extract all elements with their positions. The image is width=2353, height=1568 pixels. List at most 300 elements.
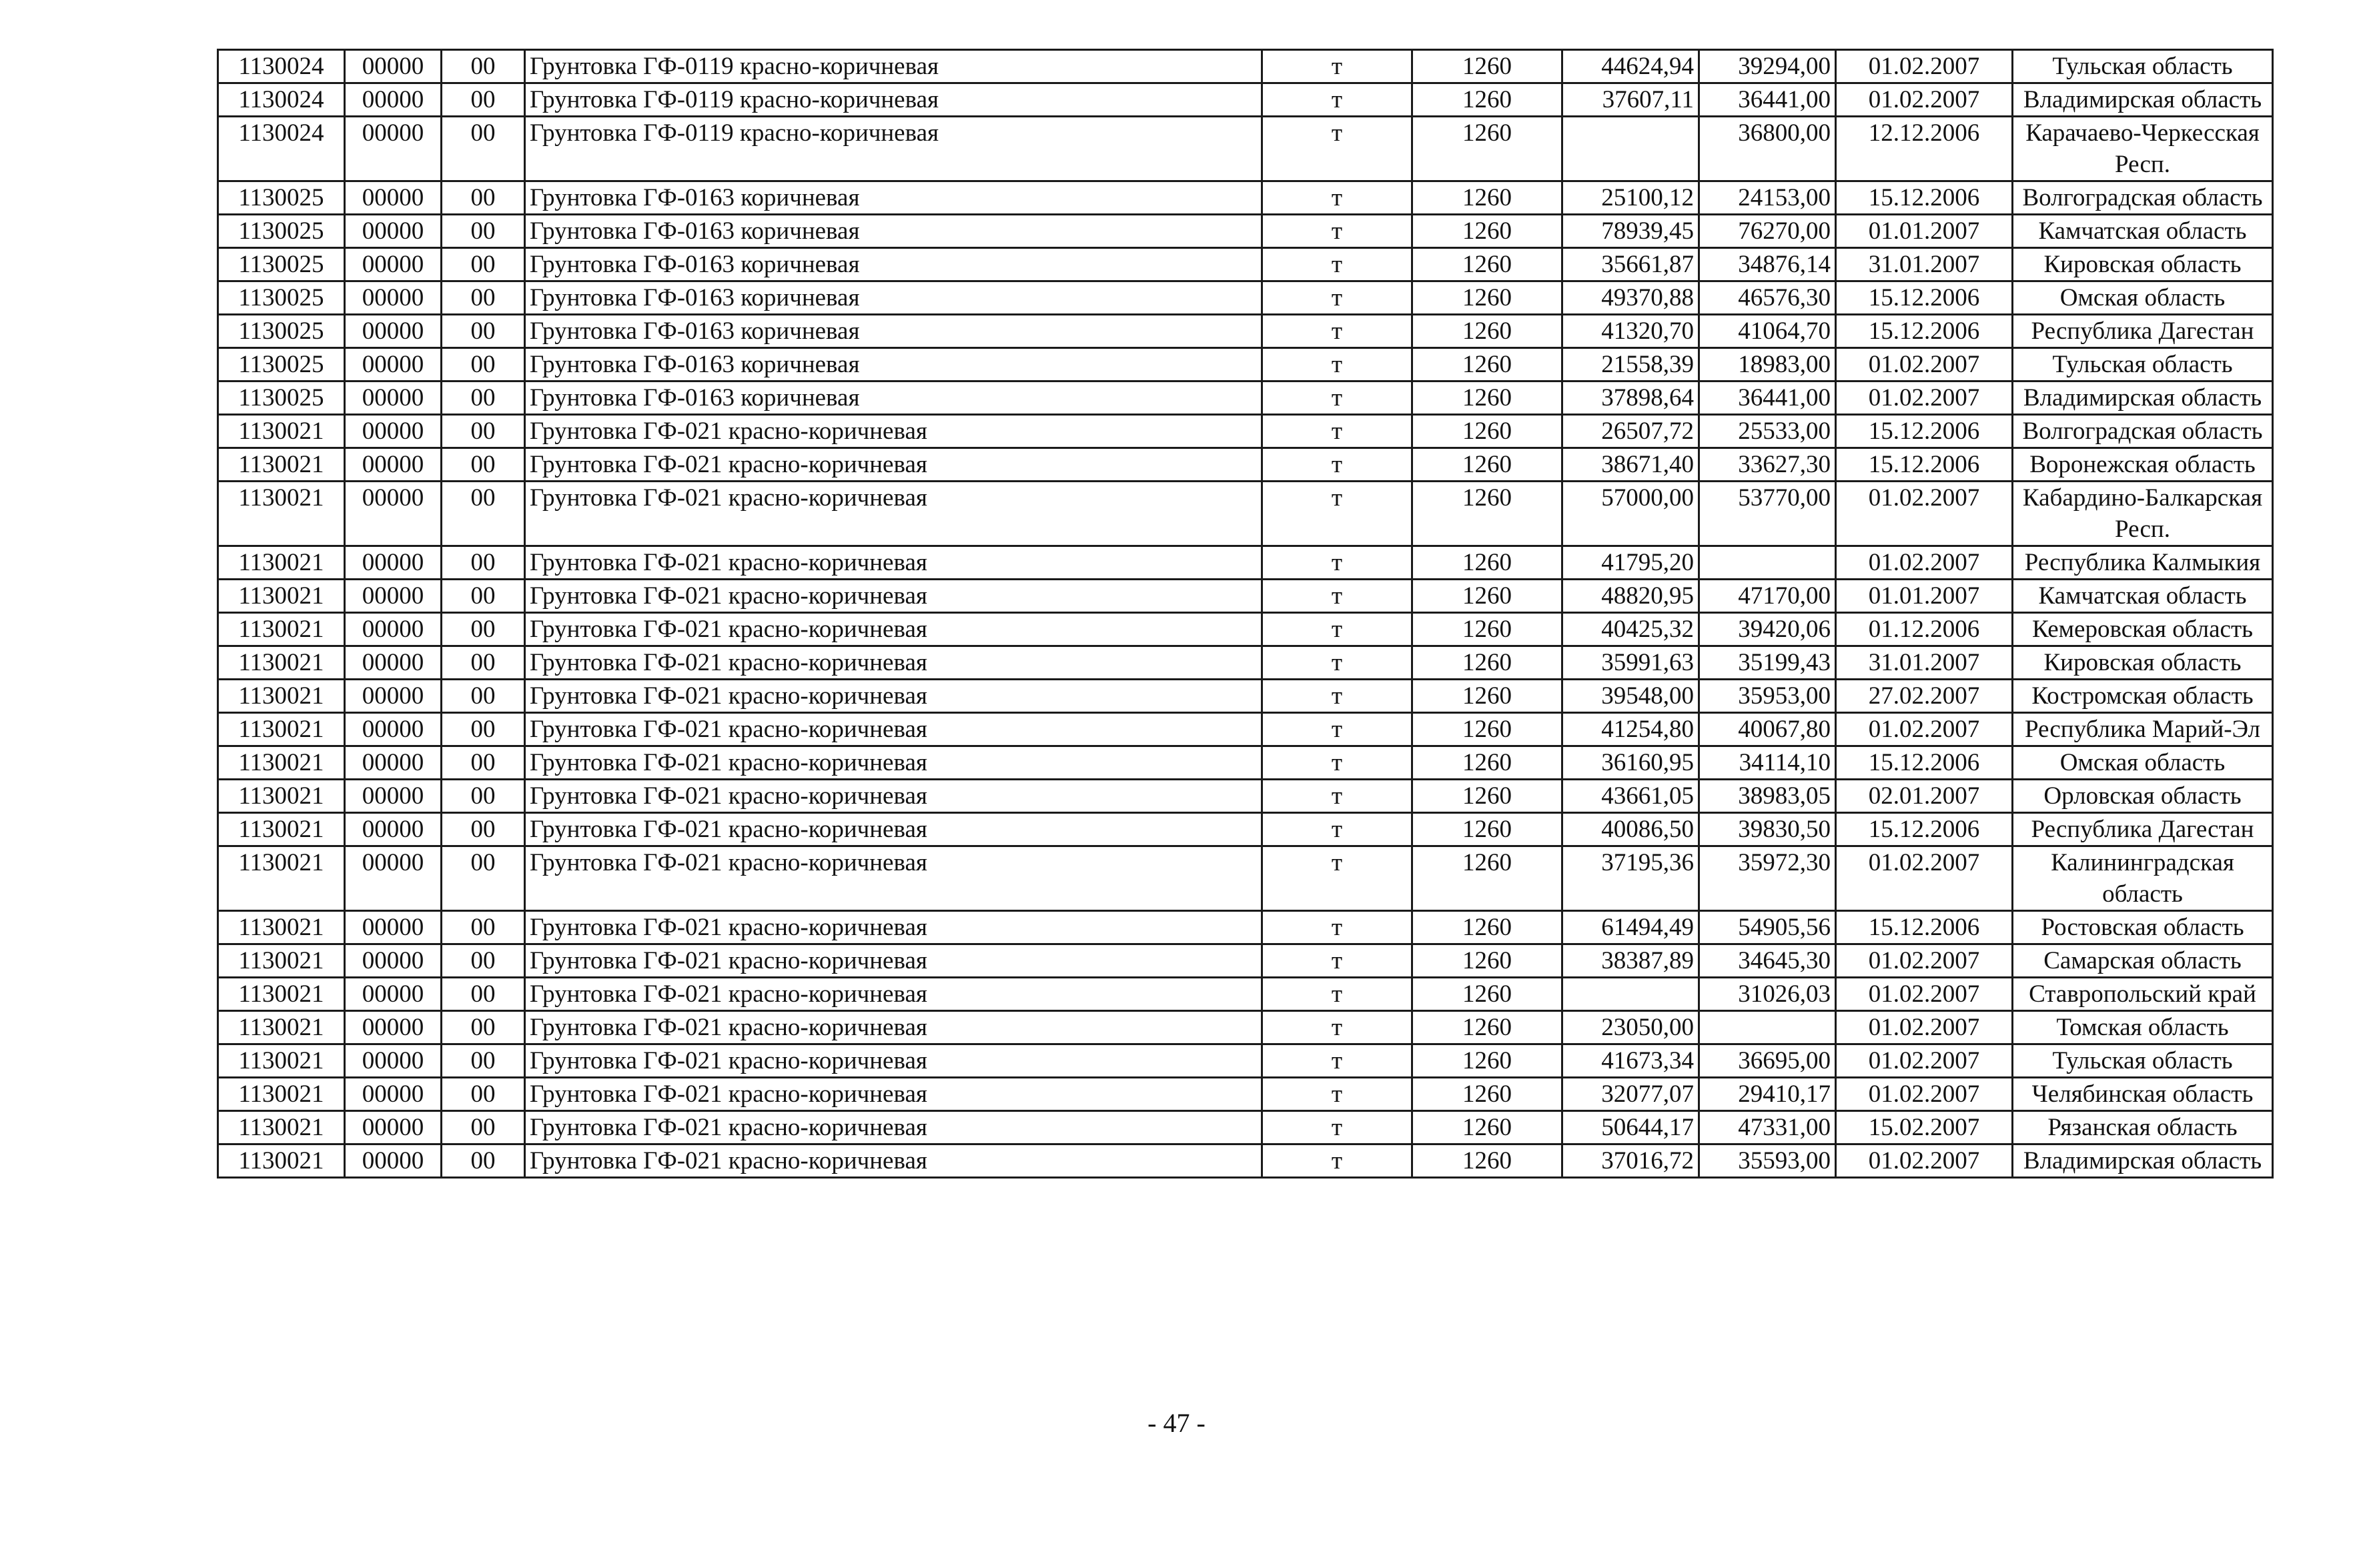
table-row [218,680,2273,713]
unit-code-cell: 1260 [1412,1144,1562,1178]
subcode-cell: 00000 [345,83,442,117]
product-name-cell: Грунтовка ГФ-0163 коричневая [525,315,1262,348]
unit-code-cell: 1260 [1412,1078,1562,1111]
item-code-cell: 1130024 [218,117,345,181]
unit-code-cell: 1260 [1412,846,1562,911]
unit-code-cell: 1260 [1412,117,1562,181]
item-code-cell: 1130021 [218,846,345,911]
table-row [218,580,2273,613]
region-cell: Омская область [2013,746,2273,780]
date-cell: 01.12.2006 [1836,613,2013,646]
subcode-cell: 00000 [345,1044,442,1078]
unit-cell: т [1262,181,1412,215]
item-code-cell: 1130025 [218,348,345,381]
item-code-cell: 1130021 [218,646,345,680]
price-1-cell: 39548,00 [1562,680,1699,713]
date-cell: 01.02.2007 [1836,1044,2013,1078]
group-code-cell: 00 [442,281,525,315]
unit-cell: т [1262,580,1412,613]
product-name-cell: Грунтовка ГФ-021 красно-коричневая [525,713,1262,746]
group-code-cell: 00 [442,713,525,746]
region-cell: Томская область [2013,1011,2273,1044]
subcode-cell: 00000 [345,1144,442,1178]
item-code-cell: 1130025 [218,181,345,215]
region-cell: Тульская область [2013,1044,2273,1078]
unit-cell: т [1262,415,1412,448]
product-name-cell: Грунтовка ГФ-021 красно-коричневая [525,1011,1262,1044]
price-2-cell: 38983,05 [1699,780,1836,813]
price-1-cell [1562,978,1699,1011]
unit-cell: т [1262,248,1412,281]
date-cell: 15.12.2006 [1836,181,2013,215]
region-cell: Кировская область [2013,248,2273,281]
product-name-cell: Грунтовка ГФ-021 красно-коричневая [525,482,1262,546]
item-code-cell: 1130021 [218,613,345,646]
subcode-cell: 00000 [345,978,442,1011]
unit-cell: т [1262,83,1412,117]
price-1-cell: 25100,12 [1562,181,1699,215]
product-name-cell: Грунтовка ГФ-0119 красно-коричневая [525,83,1262,117]
date-cell: 01.01.2007 [1836,215,2013,248]
group-code-cell: 00 [442,83,525,117]
product-name-cell: Грунтовка ГФ-0163 коричневая [525,181,1262,215]
price-1-cell: 48820,95 [1562,580,1699,613]
product-name-cell: Грунтовка ГФ-021 красно-коричневая [525,1111,1262,1144]
subcode-cell: 00000 [345,713,442,746]
unit-code-cell: 1260 [1412,415,1562,448]
unit-code-cell: 1260 [1412,780,1562,813]
table-row [218,415,2273,448]
unit-cell: т [1262,348,1412,381]
item-code-cell: 1130025 [218,248,345,281]
item-code-cell: 1130021 [218,415,345,448]
date-cell: 15.12.2006 [1836,746,2013,780]
product-name-cell: Грунтовка ГФ-021 красно-коричневая [525,546,1262,580]
item-code-cell: 1130021 [218,780,345,813]
table-row [218,1144,2273,1178]
price-1-cell [1562,117,1699,181]
table-row [218,713,2273,746]
price-2-cell: 18983,00 [1699,348,1836,381]
unit-cell: т [1262,646,1412,680]
unit-code-cell: 1260 [1412,646,1562,680]
group-code-cell: 00 [442,381,525,415]
price-2-cell: 34645,30 [1699,944,1836,978]
region-cell: Омская область [2013,281,2273,315]
unit-code-cell: 1260 [1412,978,1562,1011]
table-row [218,613,2273,646]
region-cell: Ростовская область [2013,911,2273,944]
date-cell: 01.02.2007 [1836,348,2013,381]
group-code-cell: 00 [442,248,525,281]
region-cell: Орловская область [2013,780,2273,813]
unit-cell: т [1262,117,1412,181]
product-name-cell: Грунтовка ГФ-021 красно-коричневая [525,846,1262,911]
price-1-cell: 37898,64 [1562,381,1699,415]
price-1-cell: 41673,34 [1562,1044,1699,1078]
unit-cell: т [1262,281,1412,315]
table-row [218,1078,2273,1111]
price-1-cell: 23050,00 [1562,1011,1699,1044]
item-code-cell: 1130021 [218,713,345,746]
table-row [218,117,2273,181]
price-1-cell: 57000,00 [1562,482,1699,546]
group-code-cell: 00 [442,846,525,911]
table-row [218,50,2273,83]
region-cell: Тульская область [2013,50,2273,83]
price-2-cell: 36800,00 [1699,117,1836,181]
date-cell: 15.12.2006 [1836,911,2013,944]
table-row [218,281,2273,315]
unit-cell: т [1262,613,1412,646]
date-cell: 15.12.2006 [1836,448,2013,482]
item-code-cell: 1130021 [218,1078,345,1111]
unit-code-cell: 1260 [1412,546,1562,580]
group-code-cell: 00 [442,315,525,348]
date-cell: 15.12.2006 [1836,281,2013,315]
item-code-cell: 1130021 [218,911,345,944]
product-name-cell: Грунтовка ГФ-0119 красно-коричневая [525,117,1262,181]
unit-code-cell: 1260 [1412,746,1562,780]
date-cell: 01.02.2007 [1836,546,2013,580]
unit-cell: т [1262,813,1412,846]
product-name-cell: Грунтовка ГФ-021 красно-коричневая [525,1144,1262,1178]
product-name-cell: Грунтовка ГФ-0163 коричневая [525,248,1262,281]
group-code-cell: 00 [442,50,525,83]
item-code-cell: 1130024 [218,83,345,117]
region-cell: Челябинская область [2013,1078,2273,1111]
group-code-cell: 00 [442,978,525,1011]
subcode-cell: 00000 [345,215,442,248]
product-name-cell: Грунтовка ГФ-021 красно-коричневая [525,415,1262,448]
table-body [218,50,2273,1178]
product-name-cell: Грунтовка ГФ-021 красно-коричневая [525,978,1262,1011]
subcode-cell: 00000 [345,348,442,381]
region-cell: Республика Дагестан [2013,813,2273,846]
date-cell: 01.02.2007 [1836,482,2013,546]
group-code-cell: 00 [442,448,525,482]
item-code-cell: 1130021 [218,580,345,613]
group-code-cell: 00 [442,546,525,580]
group-code-cell: 00 [442,911,525,944]
date-cell: 12.12.2006 [1836,117,2013,181]
unit-cell: т [1262,978,1412,1011]
price-2-cell: 39420,06 [1699,613,1836,646]
table-row [218,381,2273,415]
group-code-cell: 00 [442,215,525,248]
unit-cell: т [1262,846,1412,911]
unit-code-cell: 1260 [1412,348,1562,381]
group-code-cell: 00 [442,117,525,181]
date-cell: 01.01.2007 [1836,580,2013,613]
subcode-cell: 00000 [345,680,442,713]
price-1-cell: 21558,39 [1562,348,1699,381]
product-name-cell: Грунтовка ГФ-0163 коричневая [525,281,1262,315]
subcode-cell: 00000 [345,613,442,646]
price-2-cell: 35972,30 [1699,846,1836,911]
unit-code-cell: 1260 [1412,215,1562,248]
date-cell: 15.12.2006 [1836,813,2013,846]
unit-code-cell: 1260 [1412,482,1562,546]
subcode-cell: 00000 [345,580,442,613]
item-code-cell: 1130021 [218,746,345,780]
region-cell: Республика Марий-Эл [2013,713,2273,746]
item-code-cell: 1130021 [218,944,345,978]
unit-cell: т [1262,546,1412,580]
region-cell: Кемеровская область [2013,613,2273,646]
table-row [218,911,2273,944]
price-1-cell: 61494,49 [1562,911,1699,944]
subcode-cell: 00000 [345,381,442,415]
item-code-cell: 1130021 [218,1044,345,1078]
price-2-cell: 36441,00 [1699,381,1836,415]
region-cell: Самарская область [2013,944,2273,978]
subcode-cell: 00000 [345,248,442,281]
item-code-cell: 1130021 [218,1111,345,1144]
item-code-cell: 1130021 [218,813,345,846]
table-row [218,646,2273,680]
price-1-cell: 38671,40 [1562,448,1699,482]
price-2-cell: 40067,80 [1699,713,1836,746]
product-name-cell: Грунтовка ГФ-021 красно-коричневая [525,911,1262,944]
unit-code-cell: 1260 [1412,1011,1562,1044]
table-row [218,83,2273,117]
price-1-cell: 38387,89 [1562,944,1699,978]
region-cell: Рязанская область [2013,1111,2273,1144]
group-code-cell: 00 [442,613,525,646]
price-1-cell: 40086,50 [1562,813,1699,846]
group-code-cell: 00 [442,1144,525,1178]
unit-code-cell: 1260 [1412,680,1562,713]
product-name-cell: Грунтовка ГФ-021 красно-коричневая [525,1044,1262,1078]
unit-cell: т [1262,1044,1412,1078]
group-code-cell: 00 [442,580,525,613]
price-2-cell: 35953,00 [1699,680,1836,713]
table-row [218,315,2273,348]
subcode-cell: 00000 [345,813,442,846]
price-1-cell: 32077,07 [1562,1078,1699,1111]
table-row [218,546,2273,580]
product-name-cell: Грунтовка ГФ-021 красно-коричневая [525,813,1262,846]
unit-code-cell: 1260 [1412,580,1562,613]
item-code-cell: 1130021 [218,1144,345,1178]
item-code-cell: 1130021 [218,448,345,482]
price-2-cell: 41064,70 [1699,315,1836,348]
price-1-cell: 35991,63 [1562,646,1699,680]
price-2-cell: 36695,00 [1699,1044,1836,1078]
unit-code-cell: 1260 [1412,1111,1562,1144]
region-cell: Костромская область [2013,680,2273,713]
item-code-cell: 1130025 [218,381,345,415]
unit-cell: т [1262,381,1412,415]
unit-code-cell: 1260 [1412,944,1562,978]
date-cell: 01.02.2007 [1836,1144,2013,1178]
price-1-cell: 37195,36 [1562,846,1699,911]
region-cell: Владимирская область [2013,381,2273,415]
unit-cell: т [1262,50,1412,83]
date-cell: 01.02.2007 [1836,50,2013,83]
region-cell: Камчатская область [2013,215,2273,248]
item-code-cell: 1130024 [218,50,345,83]
item-code-cell: 1130021 [218,978,345,1011]
product-name-cell: Грунтовка ГФ-021 красно-коричневая [525,746,1262,780]
table-row [218,248,2273,281]
item-code-cell: 1130021 [218,482,345,546]
date-cell: 27.02.2007 [1836,680,2013,713]
subcode-cell: 00000 [345,944,442,978]
table-row [218,1111,2273,1144]
table-row [218,482,2273,546]
date-cell: 01.02.2007 [1836,944,2013,978]
product-name-cell: Грунтовка ГФ-0163 коричневая [525,348,1262,381]
unit-cell: т [1262,780,1412,813]
region-cell: Владимирская область [2013,83,2273,117]
item-code-cell: 1130025 [218,215,345,248]
date-cell: 01.02.2007 [1836,1078,2013,1111]
unit-code-cell: 1260 [1412,281,1562,315]
subcode-cell: 00000 [345,546,442,580]
price-2-cell [1699,1011,1836,1044]
group-code-cell: 00 [442,181,525,215]
unit-code-cell: 1260 [1412,713,1562,746]
subcode-cell: 00000 [345,415,442,448]
date-cell: 01.02.2007 [1836,381,2013,415]
unit-code-cell: 1260 [1412,181,1562,215]
price-2-cell: 34876,14 [1699,248,1836,281]
table-row [218,846,2273,911]
region-cell: Камчатская область [2013,580,2273,613]
price-1-cell: 41254,80 [1562,713,1699,746]
product-name-cell: Грунтовка ГФ-021 красно-коричневая [525,680,1262,713]
region-cell: Воронежская область [2013,448,2273,482]
group-code-cell: 00 [442,680,525,713]
table-row [218,1044,2273,1078]
price-2-cell: 25533,00 [1699,415,1836,448]
group-code-cell: 00 [442,415,525,448]
unit-cell: т [1262,944,1412,978]
subcode-cell: 00000 [345,846,442,911]
product-name-cell: Грунтовка ГФ-021 красно-коричневая [525,646,1262,680]
subcode-cell: 00000 [345,746,442,780]
date-cell: 01.02.2007 [1836,713,2013,746]
price-1-cell: 37607,11 [1562,83,1699,117]
price-1-cell: 26507,72 [1562,415,1699,448]
table-row [218,1011,2273,1044]
date-cell: 01.02.2007 [1836,1011,2013,1044]
product-name-cell: Грунтовка ГФ-021 красно-коричневая [525,580,1262,613]
region-cell: Волгоградская область [2013,181,2273,215]
price-1-cell: 78939,45 [1562,215,1699,248]
price-2-cell: 39294,00 [1699,50,1836,83]
price-2-cell: 36441,00 [1699,83,1836,117]
unit-cell: т [1262,1078,1412,1111]
price-2-cell: 47331,00 [1699,1111,1836,1144]
subcode-cell: 00000 [345,1111,442,1144]
subcode-cell: 00000 [345,1078,442,1111]
date-cell: 31.01.2007 [1836,646,2013,680]
price-2-cell: 29410,17 [1699,1078,1836,1111]
unit-code-cell: 1260 [1412,911,1562,944]
item-code-cell: 1130025 [218,315,345,348]
table-row [218,215,2273,248]
price-1-cell: 37016,72 [1562,1144,1699,1178]
price-1-cell: 50644,17 [1562,1111,1699,1144]
date-cell: 01.02.2007 [1836,846,2013,911]
subcode-cell: 00000 [345,315,442,348]
price-1-cell: 36160,95 [1562,746,1699,780]
group-code-cell: 00 [442,1011,525,1044]
region-cell: Волгоградская область [2013,415,2273,448]
subcode-cell: 00000 [345,911,442,944]
unit-cell: т [1262,746,1412,780]
price-2-cell: 34114,10 [1699,746,1836,780]
table-row [218,448,2273,482]
unit-code-cell: 1260 [1412,50,1562,83]
unit-code-cell: 1260 [1412,381,1562,415]
unit-code-cell: 1260 [1412,1044,1562,1078]
unit-cell: т [1262,680,1412,713]
unit-code-cell: 1260 [1412,248,1562,281]
subcode-cell: 00000 [345,482,442,546]
price-2-cell: 39830,50 [1699,813,1836,846]
region-cell: Республика Калмыкия [2013,546,2273,580]
subcode-cell: 00000 [345,281,442,315]
group-code-cell: 00 [442,746,525,780]
region-cell: Владимирская область [2013,1144,2273,1178]
price-table [217,49,2274,1179]
product-name-cell: Грунтовка ГФ-021 красно-коричневая [525,613,1262,646]
group-code-cell: 00 [442,646,525,680]
unit-cell: т [1262,215,1412,248]
subcode-cell: 00000 [345,780,442,813]
table-row [218,348,2273,381]
price-2-cell: 76270,00 [1699,215,1836,248]
date-cell: 15.12.2006 [1836,415,2013,448]
price-1-cell: 41795,20 [1562,546,1699,580]
region-cell: Ставропольский край [2013,978,2273,1011]
price-2-cell [1699,546,1836,580]
group-code-cell: 00 [442,1044,525,1078]
table-row [218,978,2273,1011]
price-sheet [217,49,2274,1179]
product-name-cell: Грунтовка ГФ-021 красно-коричневая [525,448,1262,482]
unit-cell: т [1262,315,1412,348]
price-2-cell: 47170,00 [1699,580,1836,613]
region-cell: Республика Дагестан [2013,315,2273,348]
unit-cell: т [1262,482,1412,546]
unit-cell: т [1262,713,1412,746]
unit-code-cell: 1260 [1412,315,1562,348]
date-cell: 01.02.2007 [1836,83,2013,117]
product-name-cell: Грунтовка ГФ-0119 красно-коричневая [525,50,1262,83]
item-code-cell: 1130021 [218,680,345,713]
date-cell: 02.01.2007 [1836,780,2013,813]
group-code-cell: 00 [442,813,525,846]
price-1-cell: 44624,94 [1562,50,1699,83]
region-cell: Карачаево-Черкесская Респ. [2013,117,2273,181]
region-cell: Кабардино-Балкарская Респ. [2013,482,2273,546]
unit-cell: т [1262,1111,1412,1144]
unit-cell: т [1262,911,1412,944]
unit-code-cell: 1260 [1412,613,1562,646]
date-cell: 01.02.2007 [1836,978,2013,1011]
table-row [218,780,2273,813]
region-cell: Кировская область [2013,646,2273,680]
unit-cell: т [1262,448,1412,482]
product-name-cell: Грунтовка ГФ-021 красно-коричневая [525,780,1262,813]
product-name-cell: Грунтовка ГФ-0163 коричневая [525,381,1262,415]
page-number: - 47 - [1147,1408,1206,1438]
